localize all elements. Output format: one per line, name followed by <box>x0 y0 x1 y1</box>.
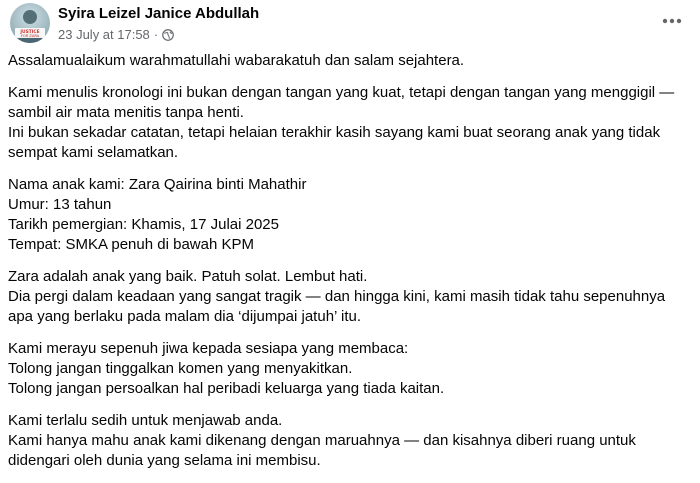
avatar-image <box>10 3 50 43</box>
text-line: Tolong jangan tinggalkan komen yang menyakitkan. <box>8 360 353 377</box>
post-text <box>8 51 692 483</box>
text-line: apa yang berlaku pada malam dia ‘dijumpai jatuh’ itu. <box>8 308 361 325</box>
more-options-button[interactable] <box>658 7 686 35</box>
text-line: Kami menulis kronologi ini bukan dengan tangan yang kuat, tetapi dengan tangan yang menggigil — <box>8 84 675 101</box>
text-line: Tolong jangan persoalkan hal peribadi keluarga yang tiada kaitan. <box>8 380 445 397</box>
post-timestamp[interactable]: 23 July at 17:58 <box>58 27 150 42</box>
text-line: didengari oleh dunia yang selama ini membisu. <box>8 452 321 469</box>
text-line: Ini bukan sekadar catatan, tetapi helaian terakhir kasih sayang kami buat seorang anak yang tidak <box>8 124 661 141</box>
text-line: Tarikh pemergian: Khamis, 17 Julai 2025 <box>8 216 279 233</box>
text-line: Nama anak kami: Zara Qairina binti Mahathir <box>8 176 307 193</box>
text-line: sempat kami selamatkan. <box>8 144 179 161</box>
text-line: Zara adalah anak yang baik. Patuh solat. Lembut hati. <box>8 268 368 285</box>
paragraph-appeal <box>8 339 692 399</box>
post-header <box>10 3 690 45</box>
globe-icon[interactable] <box>162 29 174 41</box>
paragraph-greeting <box>8 51 692 71</box>
more-horizontal-icon <box>662 18 682 24</box>
paragraph-about-zara <box>8 267 692 327</box>
paragraph-closing <box>8 411 692 471</box>
author-name[interactable]: Syira Leizel Janice Abdullah <box>58 5 260 22</box>
paragraph-intro <box>8 83 692 163</box>
text-line: Kami terlalu sedih untuk menjawab anda. <box>8 412 283 429</box>
paragraph-details <box>8 175 692 255</box>
text-line: Kami merayu sepenuh jiwa kepada sesiapa yang membaca: <box>8 340 409 357</box>
text-line: sambil air mata menitis tanpa henti. <box>8 104 244 121</box>
svg-text:JUSTICE: JUSTICE <box>20 30 40 35</box>
svg-text:FOR ZARA: FOR ZARA <box>20 34 40 38</box>
avatar[interactable] <box>10 3 50 43</box>
text-line: Tempat: SMKA penuh di bawah KPM <box>8 236 254 253</box>
meta-separator: · <box>153 27 159 42</box>
text-line: Dia pergi dalam keadaan yang sangat tragik — dan hingga kini, kami masih tidak tahu sepenuhnya <box>8 288 666 305</box>
text-line: Kami hanya mahu anak kami dikenang dengan maruahnya — dan kisahnya diberi ruang untuk <box>8 432 636 449</box>
text-line: Umur: 13 tahun <box>8 196 112 213</box>
text-line: Assalamualaikum warahmatullahi wabarakatuh dan salam sejahtera. <box>8 52 465 69</box>
post-meta <box>58 27 174 42</box>
